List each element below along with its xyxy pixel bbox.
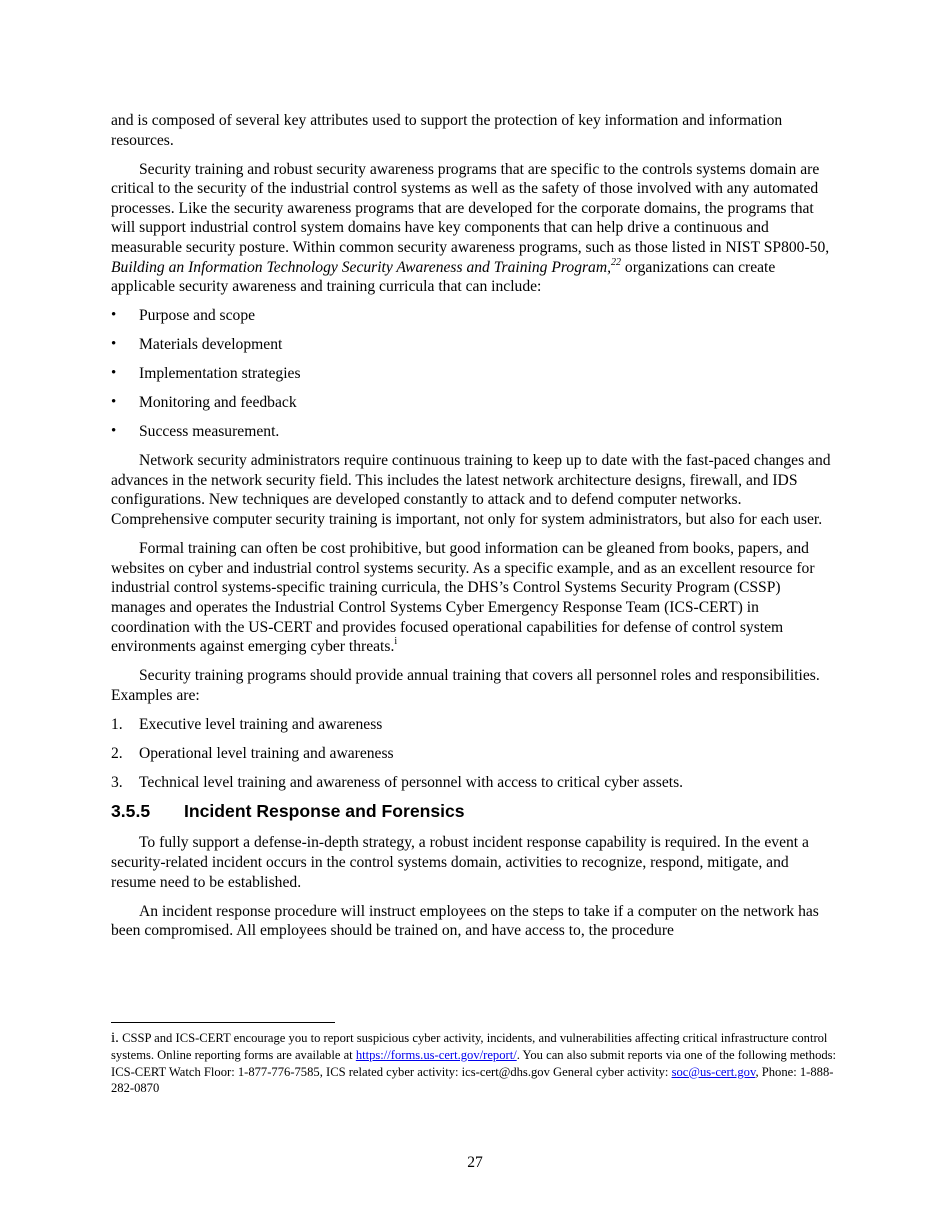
section-heading xyxy=(111,802,835,822)
bullet-marker: • xyxy=(111,394,117,411)
list-item xyxy=(111,422,835,442)
section-number: 3.5.5 xyxy=(111,800,151,821)
footnote-text: , Phone: 1-888-282-0870 xyxy=(111,1064,834,1096)
bullet-marker: • xyxy=(111,307,117,324)
list-item-text: Success measurement. xyxy=(139,423,280,441)
paragraph-training-text: Security training and robust security awareness programs that are specific to the controls systems domain are critical to the security of the industrial control systems as well as the safety of those involved with any automated processes. Like the security awareness programs that are developed for the corporate domains, the programs that will support industrial control system domains have key components that can help drive a continuous and measurable security posture. Within common security awareness programs, such as those listed in NIST SP800-50, xyxy=(111,160,830,257)
document-body xyxy=(111,111,835,950)
list-item xyxy=(111,306,835,326)
soc-email-link[interactable]: soc@us-cert.gov xyxy=(671,1064,756,1079)
footnote xyxy=(111,1030,841,1097)
report-form-link[interactable]: https://forms.us-cert.gov/report/ xyxy=(355,1047,517,1062)
footnote-divider xyxy=(111,1022,335,1023)
paragraph-formal xyxy=(111,539,835,657)
reference-22: 22 xyxy=(611,256,622,268)
list-item-text: Materials development xyxy=(139,336,283,354)
list-item-text: Monitoring and feedback xyxy=(139,394,297,412)
list-number: 1. xyxy=(111,715,123,733)
list-item-text: Technical level training and awareness of personnel with access to critical cyber assets. xyxy=(139,773,684,791)
bullet-marker: • xyxy=(111,423,117,440)
footnote-text: CSSP and ICS-CERT encourage you to report suspicious cyber activity, incidents, and vulnerabilities affecting critical infrastructure control systems. Online reporting forms are available at xyxy=(111,1031,828,1062)
list-item xyxy=(111,744,835,764)
paragraph-programs: Security training programs should provide annual training that covers all personnel roles and responsibilities. Examples are: xyxy=(111,667,820,704)
list-item-text: Implementation strategies xyxy=(139,365,301,383)
list-number: 3. xyxy=(111,773,123,791)
footnote-reference[interactable]: i xyxy=(394,636,398,648)
paragraph-procedure: An incident response procedure will instruct employees on the steps to take if a computer on the network has been compromised. All employees should be trained on, and have access to, the procedure xyxy=(111,902,819,940)
paragraph-training-end: organizations can create applicable security awareness and training curricula that can include: xyxy=(111,258,776,296)
list-item xyxy=(111,335,835,355)
nist-title: Building an Information Technology Security Awareness and Training Program, xyxy=(111,258,612,276)
list-item-text: Purpose and scope xyxy=(139,307,256,325)
page-number: 27 xyxy=(467,1154,483,1171)
paragraph-intro: and is composed of several key attributes used to support the protection of key information and information resources. xyxy=(111,112,783,149)
paragraph-incident: To fully support a defense-in-depth strategy, a robust incident response capability is required. In the event a security-related incident occurs in the control systems domain, activities to recognize, respond, mitigate, and resume need to be established. xyxy=(111,834,809,891)
bullet-list xyxy=(111,306,835,442)
list-item-text: Executive level training and awareness xyxy=(139,715,383,733)
footnote-text: . You can also submit reports via one of the following methods: ICS-CERT Watch Floor: 1-877-776-7585, ICS related cyber activity: ics-cert@dhs.gov General cyber activity: xyxy=(111,1047,837,1079)
list-number: 2. xyxy=(111,744,123,762)
list-item xyxy=(111,364,835,384)
paragraph-formal-text: Formal training can often be cost prohibitive, but good information can be gleaned from books, papers, and websites on cyber and industrial control systems security. As a specific example, and as an excellent resource for industrial control systems-specific training curricula, the DHS’s Control Systems Security Program (CSSP) manages and operates the Industrial Control Systems Cyber Emergency Response Team (ICS-CERT) in coordination with the US-CERT and provides focused operational capabilities for defense of control system environments against emerging cyber threats. xyxy=(111,540,815,656)
paragraph-network: Network security administrators require continuous training to keep up to date with the fast-paced changes and advances in the network security field. This includes the latest network architecture designs, firewall, and IDS configurations. New techniques are developed constantly to attack and to defend computer networks. Comprehensive computer security training is important, not only for system administrators, but also for each user. xyxy=(111,452,831,529)
paragraph-training xyxy=(111,160,835,297)
list-item xyxy=(111,773,835,793)
list-item xyxy=(111,393,835,413)
section-title: Incident Response and Forensics xyxy=(184,800,465,821)
bullet-marker: • xyxy=(111,336,117,353)
footnote-mark: i. xyxy=(111,1030,119,1046)
bullet-marker: • xyxy=(111,365,117,382)
list-item-text: Operational level training and awareness xyxy=(139,744,394,762)
list-item xyxy=(111,715,835,735)
numbered-list xyxy=(111,715,835,793)
